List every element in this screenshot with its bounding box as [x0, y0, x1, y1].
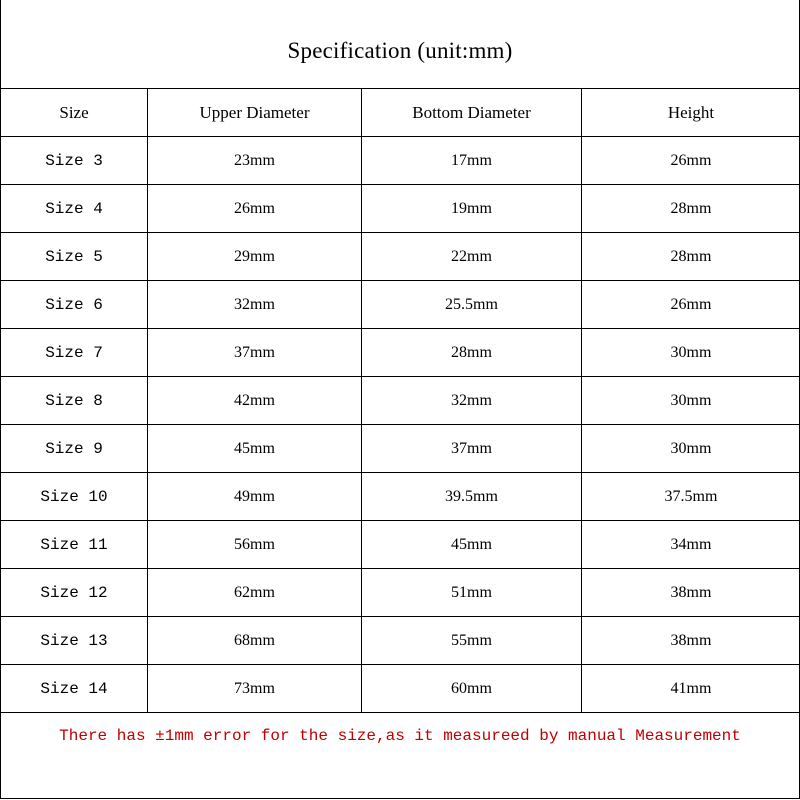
size-cell: Size 14	[1, 665, 148, 713]
height-cell: 30mm	[582, 329, 800, 377]
table-row	[1, 617, 800, 665]
height-cell: 37.5mm	[582, 473, 800, 521]
measurement-error-note: There has ±1mm error for the size,as it measureed by manual Measurement	[59, 727, 741, 745]
upper-diameter-cell: 56mm	[148, 521, 362, 569]
height-cell: 41mm	[582, 665, 800, 713]
size-cell: Size 9	[1, 425, 148, 473]
table-header-row	[1, 89, 800, 137]
bottom-diameter-cell: 28mm	[362, 329, 582, 377]
page-title: Specification (unit:mm)	[287, 38, 513, 63]
upper-diameter-cell: 29mm	[148, 233, 362, 281]
bottom-diameter-cell: 51mm	[362, 569, 582, 617]
bottom-diameter-cell: 45mm	[362, 521, 582, 569]
upper-diameter-cell: 37mm	[148, 329, 362, 377]
table-row	[1, 377, 800, 425]
column-header-bottom-diameter: Bottom Diameter	[362, 89, 582, 137]
size-cell: Size 4	[1, 185, 148, 233]
height-cell: 28mm	[582, 185, 800, 233]
size-cell: Size 5	[1, 233, 148, 281]
size-cell: Size 10	[1, 473, 148, 521]
table-row	[1, 569, 800, 617]
table-row	[1, 425, 800, 473]
size-cell: Size 13	[1, 617, 148, 665]
bottom-diameter-cell: 55mm	[362, 617, 582, 665]
upper-diameter-cell: 32mm	[148, 281, 362, 329]
bottom-diameter-cell: 37mm	[362, 425, 582, 473]
size-cell: Size 3	[1, 137, 148, 185]
bottom-diameter-cell: 17mm	[362, 137, 582, 185]
bottom-diameter-cell: 25.5mm	[362, 281, 582, 329]
table-row	[1, 185, 800, 233]
height-cell: 38mm	[582, 617, 800, 665]
bottom-diameter-cell: 32mm	[362, 377, 582, 425]
upper-diameter-cell: 45mm	[148, 425, 362, 473]
specification-table	[0, 88, 800, 713]
upper-diameter-cell: 26mm	[148, 185, 362, 233]
height-cell: 30mm	[582, 425, 800, 473]
height-cell: 34mm	[582, 521, 800, 569]
upper-diameter-cell: 23mm	[148, 137, 362, 185]
upper-diameter-cell: 42mm	[148, 377, 362, 425]
bottom-diameter-cell: 39.5mm	[362, 473, 582, 521]
size-cell: Size 12	[1, 569, 148, 617]
height-cell: 28mm	[582, 233, 800, 281]
column-header-upper-diameter: Upper Diameter	[148, 89, 362, 137]
size-cell: Size 7	[1, 329, 148, 377]
table-row	[1, 329, 800, 377]
height-cell: 26mm	[582, 281, 800, 329]
table-row	[1, 233, 800, 281]
height-cell: 38mm	[582, 569, 800, 617]
height-cell: 26mm	[582, 137, 800, 185]
column-header-height: Height	[582, 89, 800, 137]
upper-diameter-cell: 73mm	[148, 665, 362, 713]
table-row	[1, 281, 800, 329]
table-row	[1, 521, 800, 569]
table-row	[1, 665, 800, 713]
table-row	[1, 137, 800, 185]
bottom-diameter-cell: 22mm	[362, 233, 582, 281]
size-cell: Size 6	[1, 281, 148, 329]
size-cell: Size 8	[1, 377, 148, 425]
bottom-diameter-cell: 19mm	[362, 185, 582, 233]
upper-diameter-cell: 49mm	[148, 473, 362, 521]
bottom-diameter-cell: 60mm	[362, 665, 582, 713]
size-cell: Size 11	[1, 521, 148, 569]
upper-diameter-cell: 62mm	[148, 569, 362, 617]
upper-diameter-cell: 68mm	[148, 617, 362, 665]
table-row	[1, 473, 800, 521]
column-header-size: Size	[1, 89, 148, 137]
height-cell: 30mm	[582, 377, 800, 425]
